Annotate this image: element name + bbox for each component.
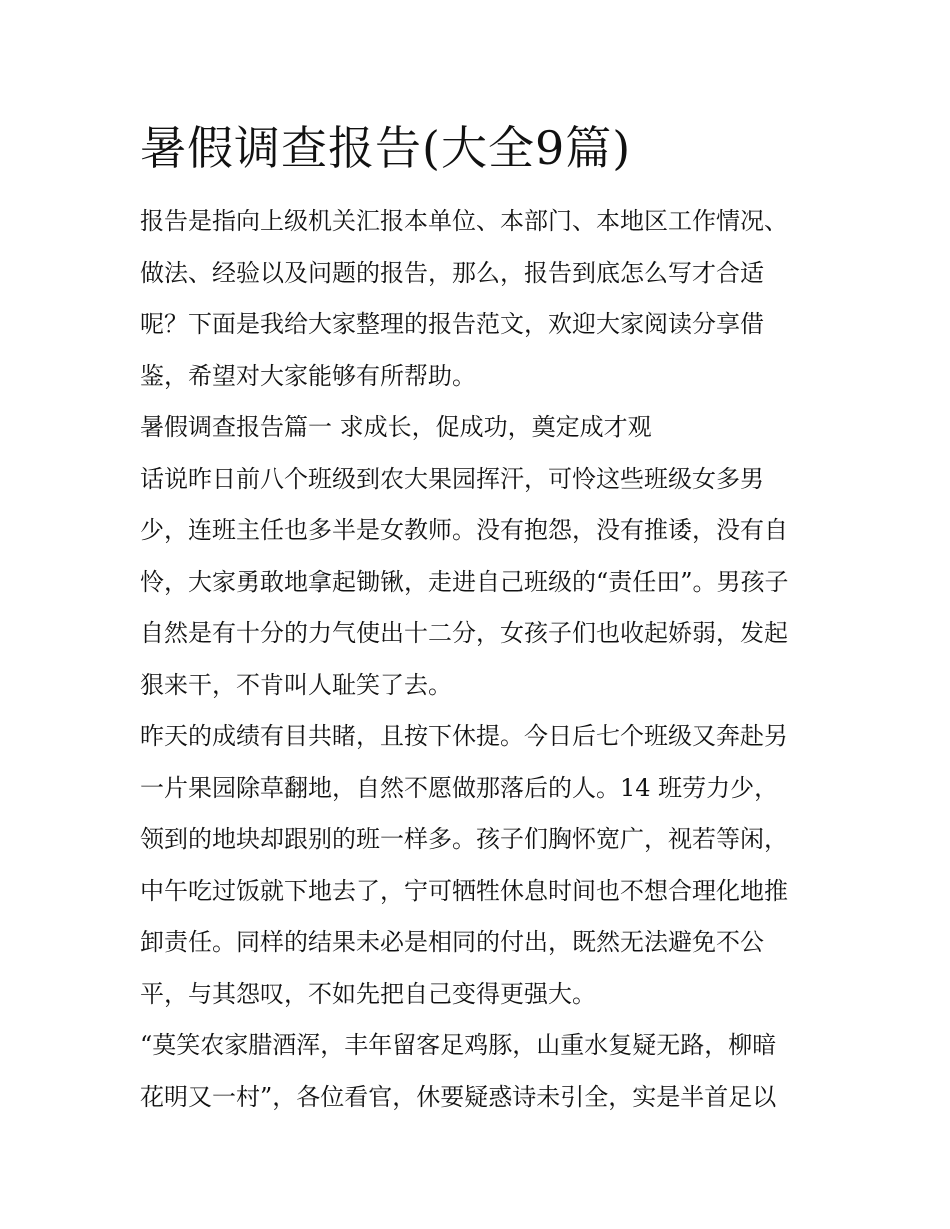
text-line: 卸责任。同样的结果未必是相同的付出，既然无法避免不公 [140,928,764,956]
text-line: 怜，大家勇敢地拿起锄锹，走进自己班级的“责任田”。男孩子 [140,567,789,596]
text-line: “莫笑农家腊酒浑，丰年留客足鸡豚，山重水复疑无路，柳暗 [140,1031,777,1059]
text-line: 一片果园除草翻地，自然不愿做那落后的人。14 班劳力少， [140,773,779,802]
text-line: 中午吃过饭就下地去了，宁可牺牲休息时间也不想合理化地推 [140,876,788,905]
section-heading: 暑假调查报告篇一 求成长，促成功，奠定成才观 [140,413,652,441]
text-line: 平，与其怨叹，不如先把自己变得更强大。 [140,979,596,1008]
document-content [140,118,812,1123]
document-title: 暑假调查报告(大全9篇) [140,121,632,175]
text-line: 狠来干，不肯叫人耻笑了去。 [140,670,452,699]
text-line: 领到的地块却跟别的班一样多。孩子们胸怀宽广，视若等闲， [140,825,788,853]
text-line: 鉴，希望对大家能够有所帮助。 [140,361,476,390]
text-line: 做法、经验以及问题的报告，那么，报告到底怎么写才合适 [140,258,764,287]
text-line: 呢？下面是我给大家整理的报告范文，欢迎大家阅读分享借 [140,310,764,338]
text-line: 自然是有十分的力气使出十二分，女孩子们也收起娇弱，发起 [140,619,788,647]
text-line: 昨天的成绩有目共睹，且按下休提。今日后七个班级又奔赴另 [140,722,788,750]
text-line: 少，连班主任也多半是女教师。没有抱怨，没有推诿，没有自 [140,516,788,544]
text-line: 报告是指向上级机关汇报本单位、本部门、本地区工作情况、 [140,207,788,235]
text-line: 话说昨日前八个班级到农大果园挥汗，可怜这些班级女多男 [140,464,764,493]
text-line: 花明又一村”，各位看官，休要疑惑诗未引全，实是半首足以 [140,1082,777,1111]
